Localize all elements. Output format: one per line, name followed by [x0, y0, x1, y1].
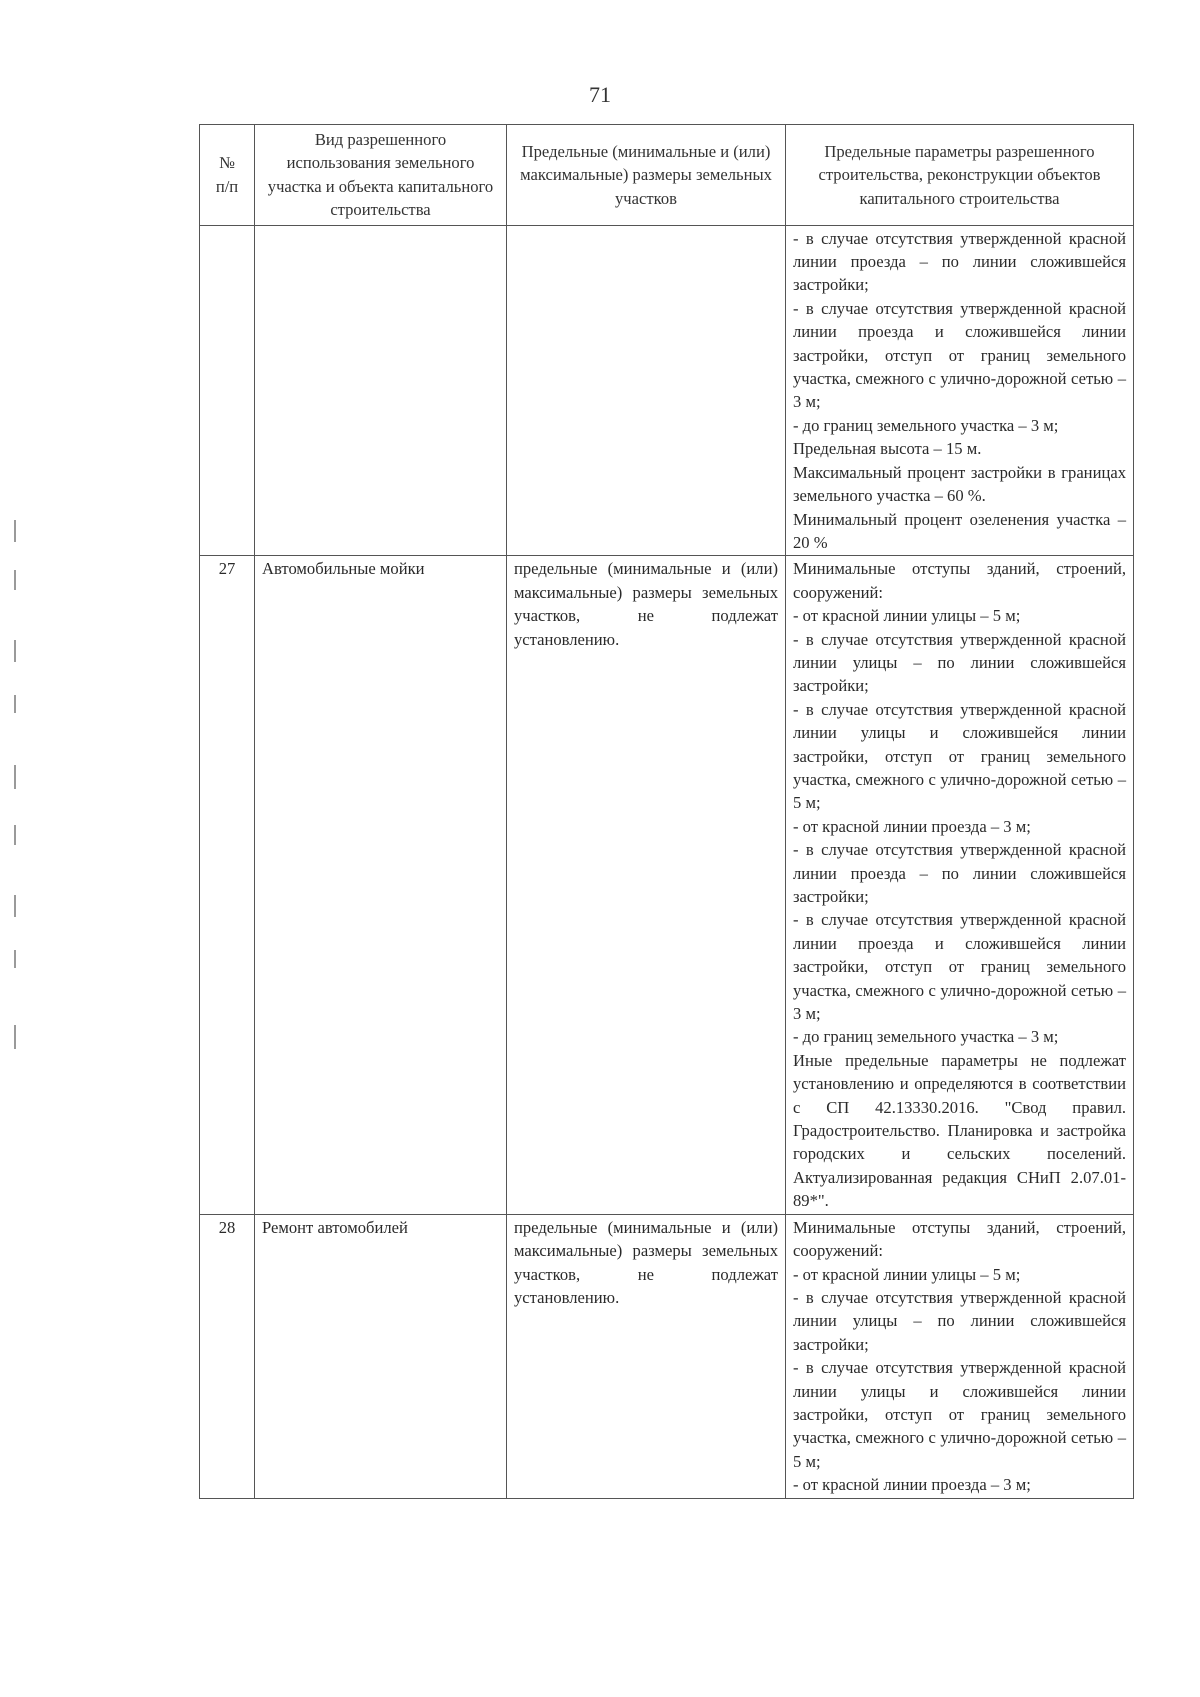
- parameter-line: - от красной линии проезда – 3 м;: [793, 1475, 1031, 1495]
- table-row: [200, 1214, 1134, 1498]
- construction-parameters-cell: [786, 556, 1134, 1214]
- parameter-line: - в случае отсутствия утвержденной красной линии проезда и сложившейся линии застройки, отступ от границ земельного участка, смежного с улично-дорожной сетью – 3 м;: [793, 298, 1126, 412]
- parameter-line: Предельная высота – 15 м.: [793, 439, 982, 459]
- parameter-line: - в случае отсутствия утвержденной красной линии улицы и сложившейся линии застройки, отступ от границ земельного участка, смежного с улично-дорожной сетью – 5 м;: [793, 1358, 1126, 1471]
- permitted-use-cell: Автомобильные мойки: [255, 556, 507, 1214]
- parameter-line: Иные предельные параметры не подлежат установлению и определяются в соответствии с СП 42.13330.2016. "Свод правил. Градостроительство. Планировка и застройка городских и сельских поселений. Актуализированная редакция СНиП 2.07.01-89*".: [793, 1050, 1126, 1211]
- regulations-table: [199, 124, 1134, 1499]
- header-construction-parameters: Предельные параметры разрешенного строительства, реконструкции объектов капитального строительства: [786, 125, 1134, 226]
- permitted-use-cell: Ремонт автомобилей: [255, 1214, 507, 1498]
- parameter-line: - в случае отсутствия утвержденной красной линии улицы и сложившейся линии застройки, отступ от границ земельного участка, смежного с улично-дорожной сетью – 5 м;: [793, 699, 1126, 813]
- parameter-line: Минимальные отступы зданий, строений, сооружений:: [793, 1217, 1126, 1261]
- parameter-line: - от красной линии улицы – 5 м;: [793, 606, 1021, 626]
- plot-size-cell: предельные (минимальные и (или) максимальные) размеры земельных участков, не подлежат установлению.: [507, 556, 786, 1214]
- parameter-line: - в случае отсутствия утвержденной красной линии улицы – по линии сложившейся застройки;: [793, 1287, 1126, 1354]
- row-number-cell: [200, 225, 255, 556]
- header-permitted-use: Вид разрешенного использования земельного участка и объекта капитального строительства: [255, 125, 507, 226]
- row-number-cell: 28: [200, 1214, 255, 1498]
- parameter-line: - от красной линии проезда – 3 м;: [793, 816, 1031, 836]
- plot-size-cell: предельные (минимальные и (или) максимальные) размеры земельных участков, не подлежат установлению.: [507, 1214, 786, 1498]
- parameter-line: - до границ земельного участка – 3 м;: [793, 415, 1059, 435]
- construction-parameters-cell: [786, 1214, 1134, 1498]
- parameter-line: - в случае отсутствия утвержденной красной линии проезда и сложившейся линии застройки, отступ от границ земельного участка, смежного с улично-дорожной сетью – 3 м;: [793, 910, 1126, 1024]
- table-header-row: [200, 125, 1134, 226]
- table-row: [200, 225, 1134, 556]
- page-number: 71: [589, 82, 611, 107]
- parameter-line: - в случае отсутствия утвержденной красной линии проезда – по линии сложившейся застройки;: [793, 840, 1126, 906]
- parameter-line: - в случае отсутствия утвержденной красной линии проезда – по линии сложившейся застройки;: [793, 228, 1126, 295]
- parameter-line: Минимальный процент озеленения участка – 20 %: [793, 509, 1126, 552]
- header-number: № п/п: [200, 125, 255, 226]
- parameter-line: - до границ земельного участка – 3 м;: [793, 1027, 1059, 1047]
- parameter-line: Минимальные отступы зданий, строений, сооружений:: [793, 559, 1126, 602]
- header-plot-size: Предельные (минимальные и (или) максимальные) размеры земельных участков: [507, 125, 786, 226]
- row-number-cell: 27: [200, 556, 255, 1214]
- permitted-use-cell: [255, 225, 507, 556]
- construction-parameters-cell: [786, 225, 1134, 556]
- parameter-line: - в случае отсутствия утвержденной красной линии улицы – по линии сложившейся застройки;: [793, 629, 1126, 696]
- parameter-line: Максимальный процент застройки в границах земельного участка – 60 %.: [793, 462, 1126, 506]
- parameter-line: - от красной линии улицы – 5 м;: [793, 1264, 1021, 1284]
- plot-size-cell: [507, 225, 786, 556]
- table-row: [200, 556, 1134, 1214]
